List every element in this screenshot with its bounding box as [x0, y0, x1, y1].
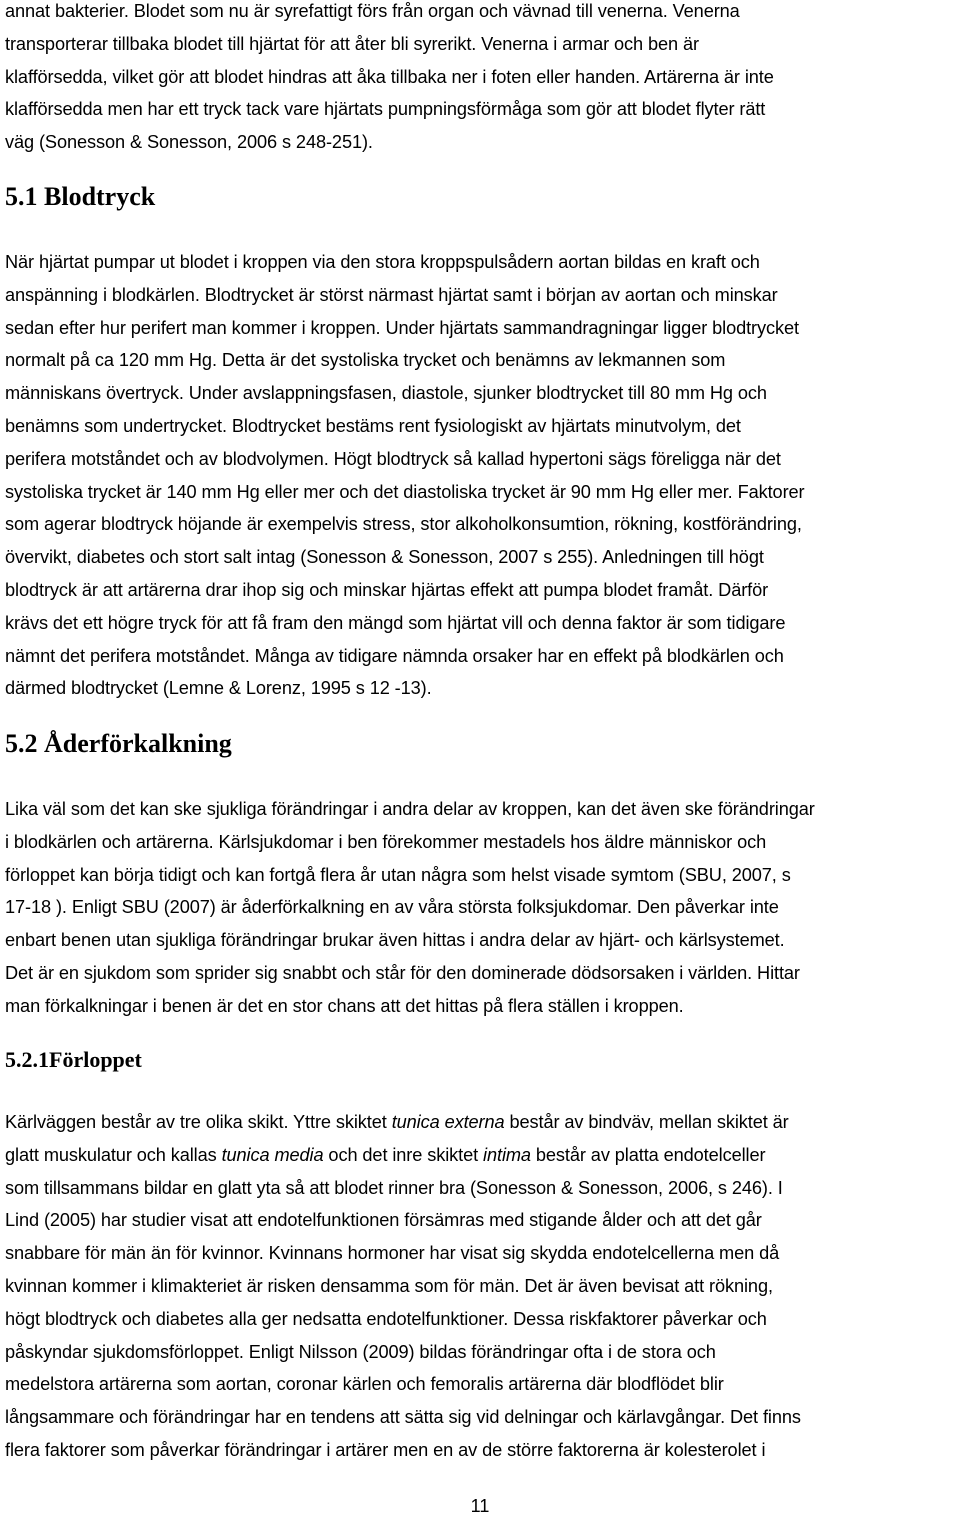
text-run: Kärlväggen består av tre olika skikt. Yttre skiktet: [5, 1112, 392, 1132]
text-line: [5, 1139, 801, 1172]
text-line: förloppet kan börja tidigt och kan fortgå flera år utan några som helst visade symtom (SBU, 2007, s: [5, 864, 791, 885]
text-line: därmed blodtrycket (Lemne & Lorenz, 1995 s 12 -13).: [5, 678, 432, 699]
text-run: består av platta endotelceller: [530, 1144, 766, 1165]
text-line: klafförsedda, vilket gör att blodet hindras att åka tillbaka ner i foten eller handen. Artärerna är inte: [5, 66, 774, 87]
text-line: kvinnan kommer i klimakteriet är risken densamma som för män. Det är även bevisat att rökning,: [5, 1275, 773, 1296]
text-line: 17-18 ). Enligt SBU (2007) är åderförkalkning en av våra största folksjukdomar. Den påverkar inte: [5, 897, 779, 918]
text-line: långsammare och förändringar har en tendens att sätta sig vid delningar och kärlavgångar. Det finns: [5, 1407, 801, 1428]
text-line: som agerar blodtryck höjande är exempelvis stress, stor alkoholkonsumtion, rökning, kostförändring,: [5, 514, 802, 535]
section-5-2-paragraph: [5, 793, 815, 1023]
text-line: blodtryck är att artärerna drar ihop sig och minskar hjärtas effekt att pumpa blodet framåt. Därför: [5, 579, 769, 600]
text-line: människans övertryck. Under avslappningsfasen, diastole, sjunker blodtrycket till 80 mm Hg och: [5, 383, 767, 404]
section-5-1-paragraph: [5, 246, 805, 705]
text-line: väg (Sonesson & Sonesson, 2006 s 248-251).: [5, 132, 373, 153]
text-line: påskyndar sjukdomsförloppet. Enligt Nilsson (2009) bildas förändringar ofta i de stora och: [5, 1341, 716, 1362]
text-line: enbart benen utan sjukliga förändringar brukar även hittas i andra delar av hjärt- och kärlsystemet.: [5, 930, 785, 951]
text-line: Lika väl som det kan ske sjukliga förändringar i andra delar av kroppen, kan det även ske förändringar: [5, 799, 815, 819]
text-line: Det är en sjukdom som sprider sig snabbt och står för den dominerade dödsorsaken i världen. Hittar: [5, 962, 800, 983]
term-tunica-externa: tunica externa: [391, 1112, 505, 1132]
text-run: och det inre skiktet: [323, 1144, 484, 1165]
text-line: som tillsammans bildar en glatt yta så att blodet rinner bra (Sonesson & Sonesson, 2006, s 246). I: [5, 1177, 783, 1198]
text-line: sedan efter hur perifert man kommer i kroppen. Under hjärtats sammandragningar ligger blodtrycket: [5, 317, 799, 338]
text-run: glatt muskulatur och kallas: [5, 1144, 222, 1165]
text-line: Lind (2005) har studier visat att endotelfunktionen försämras med stigande ålder och att det går: [5, 1210, 762, 1231]
text-line: man förkalkningar i benen är det en stor chans att det hittas på flera ställen i kroppen.: [5, 995, 684, 1016]
text-line: transporterar tillbaka blodet till hjärtat för att åter bli syrerikt. Venerna i armar och ben är: [5, 33, 699, 54]
text-line: anspänning i blodkärlen. Blodtrycket är störst närmast hjärtat samt i början av aortan och minskar: [5, 284, 778, 305]
text-line: i blodkärlen och artärerna. Kärlsjukdomar i ben förekommer mestadels hos äldre människor och: [5, 831, 767, 852]
section-heading-5-2: 5.2 Åderförkalkning: [5, 729, 232, 758]
text-line: flera faktorer som påverkar förändringar i artärer men en av de större faktorerna är kolesterolet i: [5, 1439, 766, 1460]
text-line: När hjärtat pumpar ut blodet i kroppen via den stora kroppspulsådern aortan bildas en kraft och: [5, 252, 760, 272]
term-intima: intima: [483, 1144, 531, 1165]
text-line: normalt på ca 120 mm Hg. Detta är det systoliska trycket och benämns av lekmannen som: [5, 350, 726, 371]
text-line: snabbare för män än för kvinnor. Kvinnans hormoner har visat sig skydda endotelcellerna men då: [5, 1243, 780, 1264]
text-line: övervikt, diabetes och stort salt intag (Sonesson & Sonesson, 2007 s 255). Anledningen till högt: [5, 547, 764, 568]
text-run: består av bindväv, mellan skiktet är: [504, 1112, 789, 1132]
text-line: benämns som undertrycket. Blodtrycket bestäms rent fysiologiskt av hjärtats minutvolym, det: [5, 415, 741, 436]
text-line: [5, 1106, 801, 1139]
text-line: klafförsedda men har ett tryck tack vare hjärtats pumpningsförmåga som gör att blodet flyter rätt: [5, 99, 766, 120]
text-line: perifera motståndet och av blodvolymen. Högt blodtryck så kallad hypertoni sägs föreligga när det: [5, 448, 781, 469]
text-line: högt blodtryck och diabetes alla ger nedsatta endotelfunktioner. Dessa riskfaktorer påverkar och: [5, 1308, 767, 1329]
page-number: 11: [470, 1496, 490, 1516]
section-5-2-1-paragraph: [5, 1106, 801, 1467]
term-tunica-media: tunica media: [221, 1144, 324, 1165]
text-line: medelstora artärerna som aortan, coronar kärlen och femoralis artärerna där blodflödet blir: [5, 1374, 724, 1395]
text-line: annat bakterier. Blodet som nu är syrefattigt förs från organ och vävnad till venerna. Venerna: [5, 1, 740, 21]
section-heading-5-1: 5.1 Blodtryck: [5, 182, 156, 211]
section-heading-5-2-1: 5.2.1Förloppet: [5, 1047, 142, 1072]
text-line: nämnt det perifera motståndet. Många av tidigare nämnda orsaker har en effekt på blodkärlen och: [5, 645, 784, 666]
text-line: systoliska trycket är 140 mm Hg eller mer och det diastoliska trycket är 90 mm Hg eller mer. Faktorer: [5, 481, 805, 502]
intro-paragraph: [5, 0, 774, 159]
text-line: krävs det ett högre tryck för att få fram den mängd som hjärtat vill och denna faktor är som tidigare: [5, 612, 786, 633]
